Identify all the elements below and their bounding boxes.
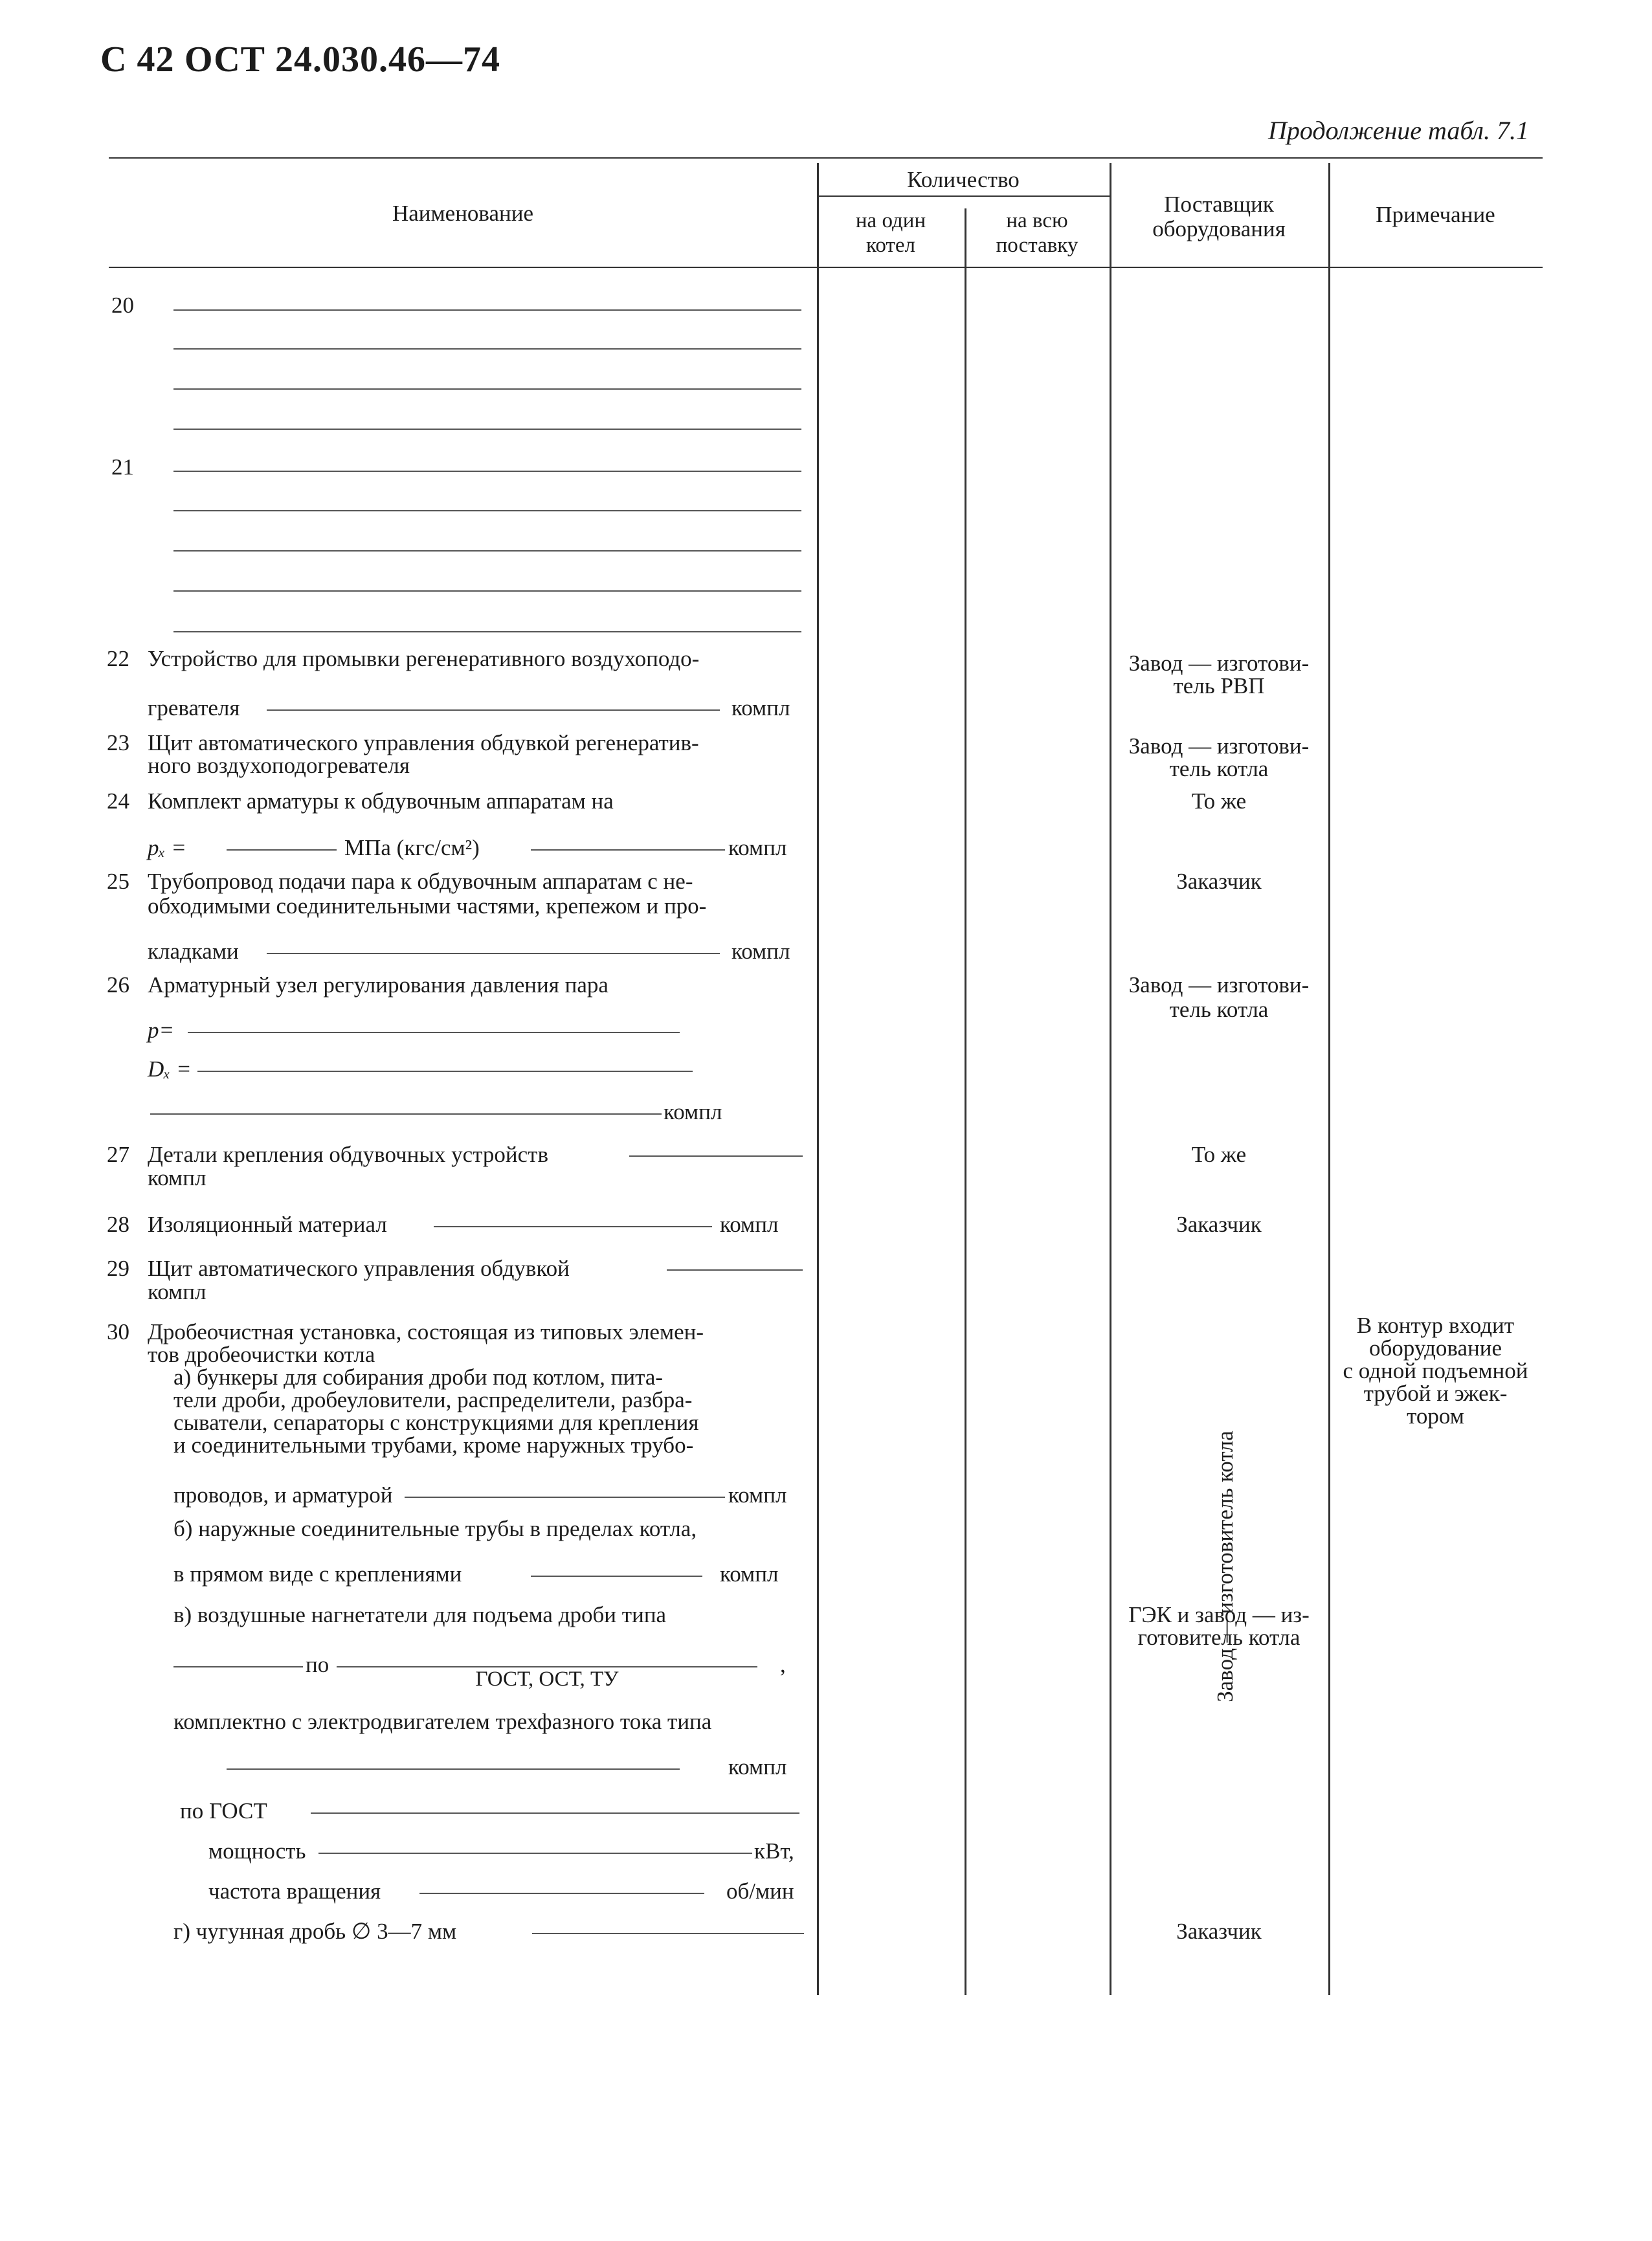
- row-28-text-1: Изоляционный материал: [148, 1212, 387, 1237]
- row-25-text-2: обходимыми соединительными частями, крепежом и про-: [148, 893, 707, 919]
- column-rule-1: [817, 163, 819, 1995]
- row-22-unit: компл: [731, 695, 790, 720]
- row-27-number: 27: [107, 1142, 129, 1167]
- row-30-note-5: тором: [1407, 1403, 1464, 1429]
- row-30-a-fill-line: [405, 1497, 725, 1498]
- row-30-a-text-1: а) бункеры для собирания дроби под котлом, пита-: [173, 1365, 664, 1390]
- row-26-text-1: Арматурный узел регулирования давления пара: [148, 972, 608, 998]
- row-21-blank-line: [173, 590, 801, 592]
- row-26-unit: компл: [664, 1099, 722, 1124]
- page-number: С 42: [100, 39, 175, 80]
- row-22-supplier-2: тель РВП: [1173, 673, 1265, 698]
- row-30-a-text-5: проводов, и арматурой: [173, 1482, 393, 1508]
- row-30-v-unit: компл: [728, 1754, 787, 1779]
- row-20-blank-line: [173, 348, 801, 350]
- row-23-supplier-2: тель котла: [1169, 756, 1269, 781]
- row-30-v-fill-line: [173, 1666, 303, 1667]
- row-26-diameter-label: Dₓ =: [148, 1056, 192, 1082]
- row-29-fill-line: [667, 1269, 803, 1271]
- header-per-boiler-2: котел: [866, 234, 915, 257]
- row-23-text-2: ного воздухоподогревателя: [148, 753, 410, 778]
- row-21-blank-line: [173, 550, 801, 552]
- row-21-blank-line: [173, 471, 801, 472]
- row-30-text-1: Дробеочистная установка, состоящая из типовых элемен-: [148, 1319, 704, 1344]
- row-22-fill-line: [267, 709, 720, 711]
- row-25-unit: компл: [731, 939, 790, 964]
- row-26-fill-line: [188, 1032, 680, 1033]
- row-30-v-text-2: комплектно с электродвигателем трехфазного тока типа: [173, 1709, 712, 1734]
- row-21-blank-line: [173, 510, 801, 511]
- table-top-rule: [109, 157, 1543, 159]
- row-30-note-2: оборудование: [1368, 1335, 1502, 1361]
- continuation-label: Продолжение табл. 7.1: [1267, 116, 1529, 145]
- row-30-v-fill-line: [318, 1853, 752, 1854]
- row-20-blank-line: [173, 388, 801, 390]
- row-23-number: 23: [107, 730, 129, 755]
- row-30-b-unit: компл: [720, 1561, 779, 1587]
- row-26-fill-line: [197, 1071, 693, 1072]
- row-30-v-speed-label: частота вращения: [208, 1879, 381, 1904]
- header-per-boiler-1: на один: [855, 209, 926, 232]
- row-24-symbol: pₓ =: [148, 835, 186, 860]
- header-supplier-1: Поставщик: [1164, 192, 1274, 217]
- row-30-text-2: тов дробеочистки котла: [148, 1342, 375, 1367]
- row-30-v-fill-line: [419, 1893, 704, 1894]
- row-30-number: 30: [107, 1319, 129, 1344]
- row-24-text-1: Комплект арматуры к обдувочным аппаратам на: [148, 788, 614, 814]
- row-30-v-gost2: по ГОСТ: [180, 1798, 267, 1823]
- row-30-a-text-3: сыватели, сепараторы с конструкциями для крепления: [173, 1410, 699, 1435]
- column-rule-3: [1110, 163, 1111, 1995]
- row-26-number: 26: [107, 972, 129, 998]
- row-28-unit: компл: [720, 1212, 779, 1237]
- row-30-note-1: В контур входит: [1356, 1313, 1515, 1338]
- row-25-number: 25: [107, 869, 129, 894]
- row-30-v-comma: ,: [780, 1652, 786, 1677]
- row-23-text-1: Щит автоматического управления обдувкой регенератив-: [148, 730, 699, 755]
- row-29-number: 29: [107, 1256, 129, 1281]
- row-24-unit-mpa: МПа (кгс/см²): [344, 835, 480, 860]
- row-24-unit: компл: [728, 835, 787, 860]
- standard-number: ОСТ 24.030.46—74: [184, 39, 501, 80]
- row-27-text-1: Детали крепления обдувочных устройств: [148, 1142, 548, 1167]
- column-rule-2: [965, 208, 966, 1995]
- row-30-g-text-1: г) чугунная дробь ∅ 3—7 мм: [173, 1919, 457, 1944]
- header-supplier-2: оборудования: [1152, 216, 1286, 241]
- row-24-fill-line: [531, 849, 725, 851]
- quantity-rule: [817, 195, 1110, 197]
- row-21-number: 21: [111, 454, 134, 480]
- row-29-unit: компл: [148, 1279, 206, 1304]
- row-23-supplier-1: Завод — изготови-: [1128, 733, 1310, 759]
- row-30-v-po: по: [306, 1652, 329, 1677]
- row-30-b-text-2: в прямом виде с креплениями: [173, 1561, 462, 1587]
- row-22-number: 22: [107, 646, 129, 671]
- row-27-fill-line: [629, 1155, 803, 1157]
- row-28-fill-line: [434, 1226, 712, 1227]
- row-30-v-fill-line: [227, 1768, 680, 1770]
- row-26-supplier-1: Завод — изготови-: [1128, 972, 1310, 998]
- row-22-supplier-1: Завод — изготови-: [1128, 651, 1310, 676]
- column-rule-4: [1328, 163, 1330, 1995]
- row-30-v-power-unit: кВт,: [754, 1838, 794, 1864]
- row-27-unit: компл: [148, 1165, 206, 1190]
- row-30-note-3: с одной подъемной: [1343, 1358, 1528, 1383]
- row-26-fill-line: [150, 1113, 662, 1115]
- row-24-number: 24: [107, 788, 129, 814]
- row-25-text-3: кладками: [148, 939, 239, 964]
- row-26-pressure-label: p=: [148, 1018, 175, 1043]
- header-quantity: Количество: [907, 167, 1020, 192]
- row-27-supplier: То же: [1191, 1142, 1247, 1167]
- row-25-supplier: Заказчик: [1176, 869, 1262, 894]
- row-22-text-1: Устройство для промывки регенеративного воздухоподо-: [148, 646, 700, 671]
- row-30-b-fill-line: [531, 1576, 702, 1577]
- row-24-fill-line: [227, 849, 337, 851]
- row-28-supplier: Заказчик: [1176, 1212, 1262, 1237]
- row-30-g-fill-line: [532, 1933, 804, 1934]
- header-note: Примечание: [1376, 202, 1495, 227]
- row-30-v-power-label: мощность: [208, 1838, 306, 1864]
- row-25-text-1: Трубопровод подачи пара к обдувочным аппаратам с не-: [148, 869, 693, 894]
- row-24-supplier: То же: [1191, 788, 1247, 814]
- row-30-v-supplier-2: готовитель котла: [1137, 1625, 1300, 1650]
- row-30-b-text-1: б) наружные соединительные трубы в пределах котла,: [173, 1516, 697, 1541]
- row-29-text-1: Щит автоматического управления обдувкой: [148, 1256, 570, 1281]
- row-30-v-fill-line: [311, 1812, 799, 1814]
- row-30-a-text-4: и соединительными трубами, кроме наружных трубо-: [173, 1433, 694, 1458]
- row-30-g-supplier: Заказчик: [1176, 1919, 1262, 1944]
- row-21-blank-line: [173, 631, 801, 632]
- row-30-v-text-1: в) воздушные нагнетатели для подъема дроби типа: [173, 1602, 667, 1627]
- header-per-supply-1: на всю: [1006, 209, 1068, 232]
- header-name: Наименование: [392, 201, 534, 226]
- table-header-bottom-rule: [109, 267, 1543, 268]
- row-28-number: 28: [107, 1212, 129, 1237]
- row-30-note-4: трубой и эжек-: [1363, 1381, 1508, 1406]
- row-30-v-supplier-1: ГЭК и завод — из-: [1128, 1602, 1310, 1627]
- row-22-text-2: гревателя: [148, 695, 240, 720]
- row-20-blank-line: [173, 429, 801, 430]
- row-30-v-speed-unit: об/мин: [726, 1879, 794, 1904]
- header-per-supply-2: поставку: [996, 234, 1078, 257]
- row-30-supplier-rotated: Завод — изготовитель котла: [1212, 1431, 1238, 1702]
- row-26-supplier-2: тель котла: [1169, 997, 1269, 1022]
- row-30-v-gost-caption: ГОСТ, ОСТ, ТУ: [475, 1667, 619, 1691]
- row-20-blank-line: [173, 309, 801, 311]
- row-20-number: 20: [111, 293, 134, 318]
- row-30-a-unit: компл: [728, 1482, 787, 1508]
- row-30-a-text-2: тели дроби, дробеуловители, распределители, разбра-: [173, 1387, 693, 1412]
- row-25-fill-line: [267, 953, 720, 954]
